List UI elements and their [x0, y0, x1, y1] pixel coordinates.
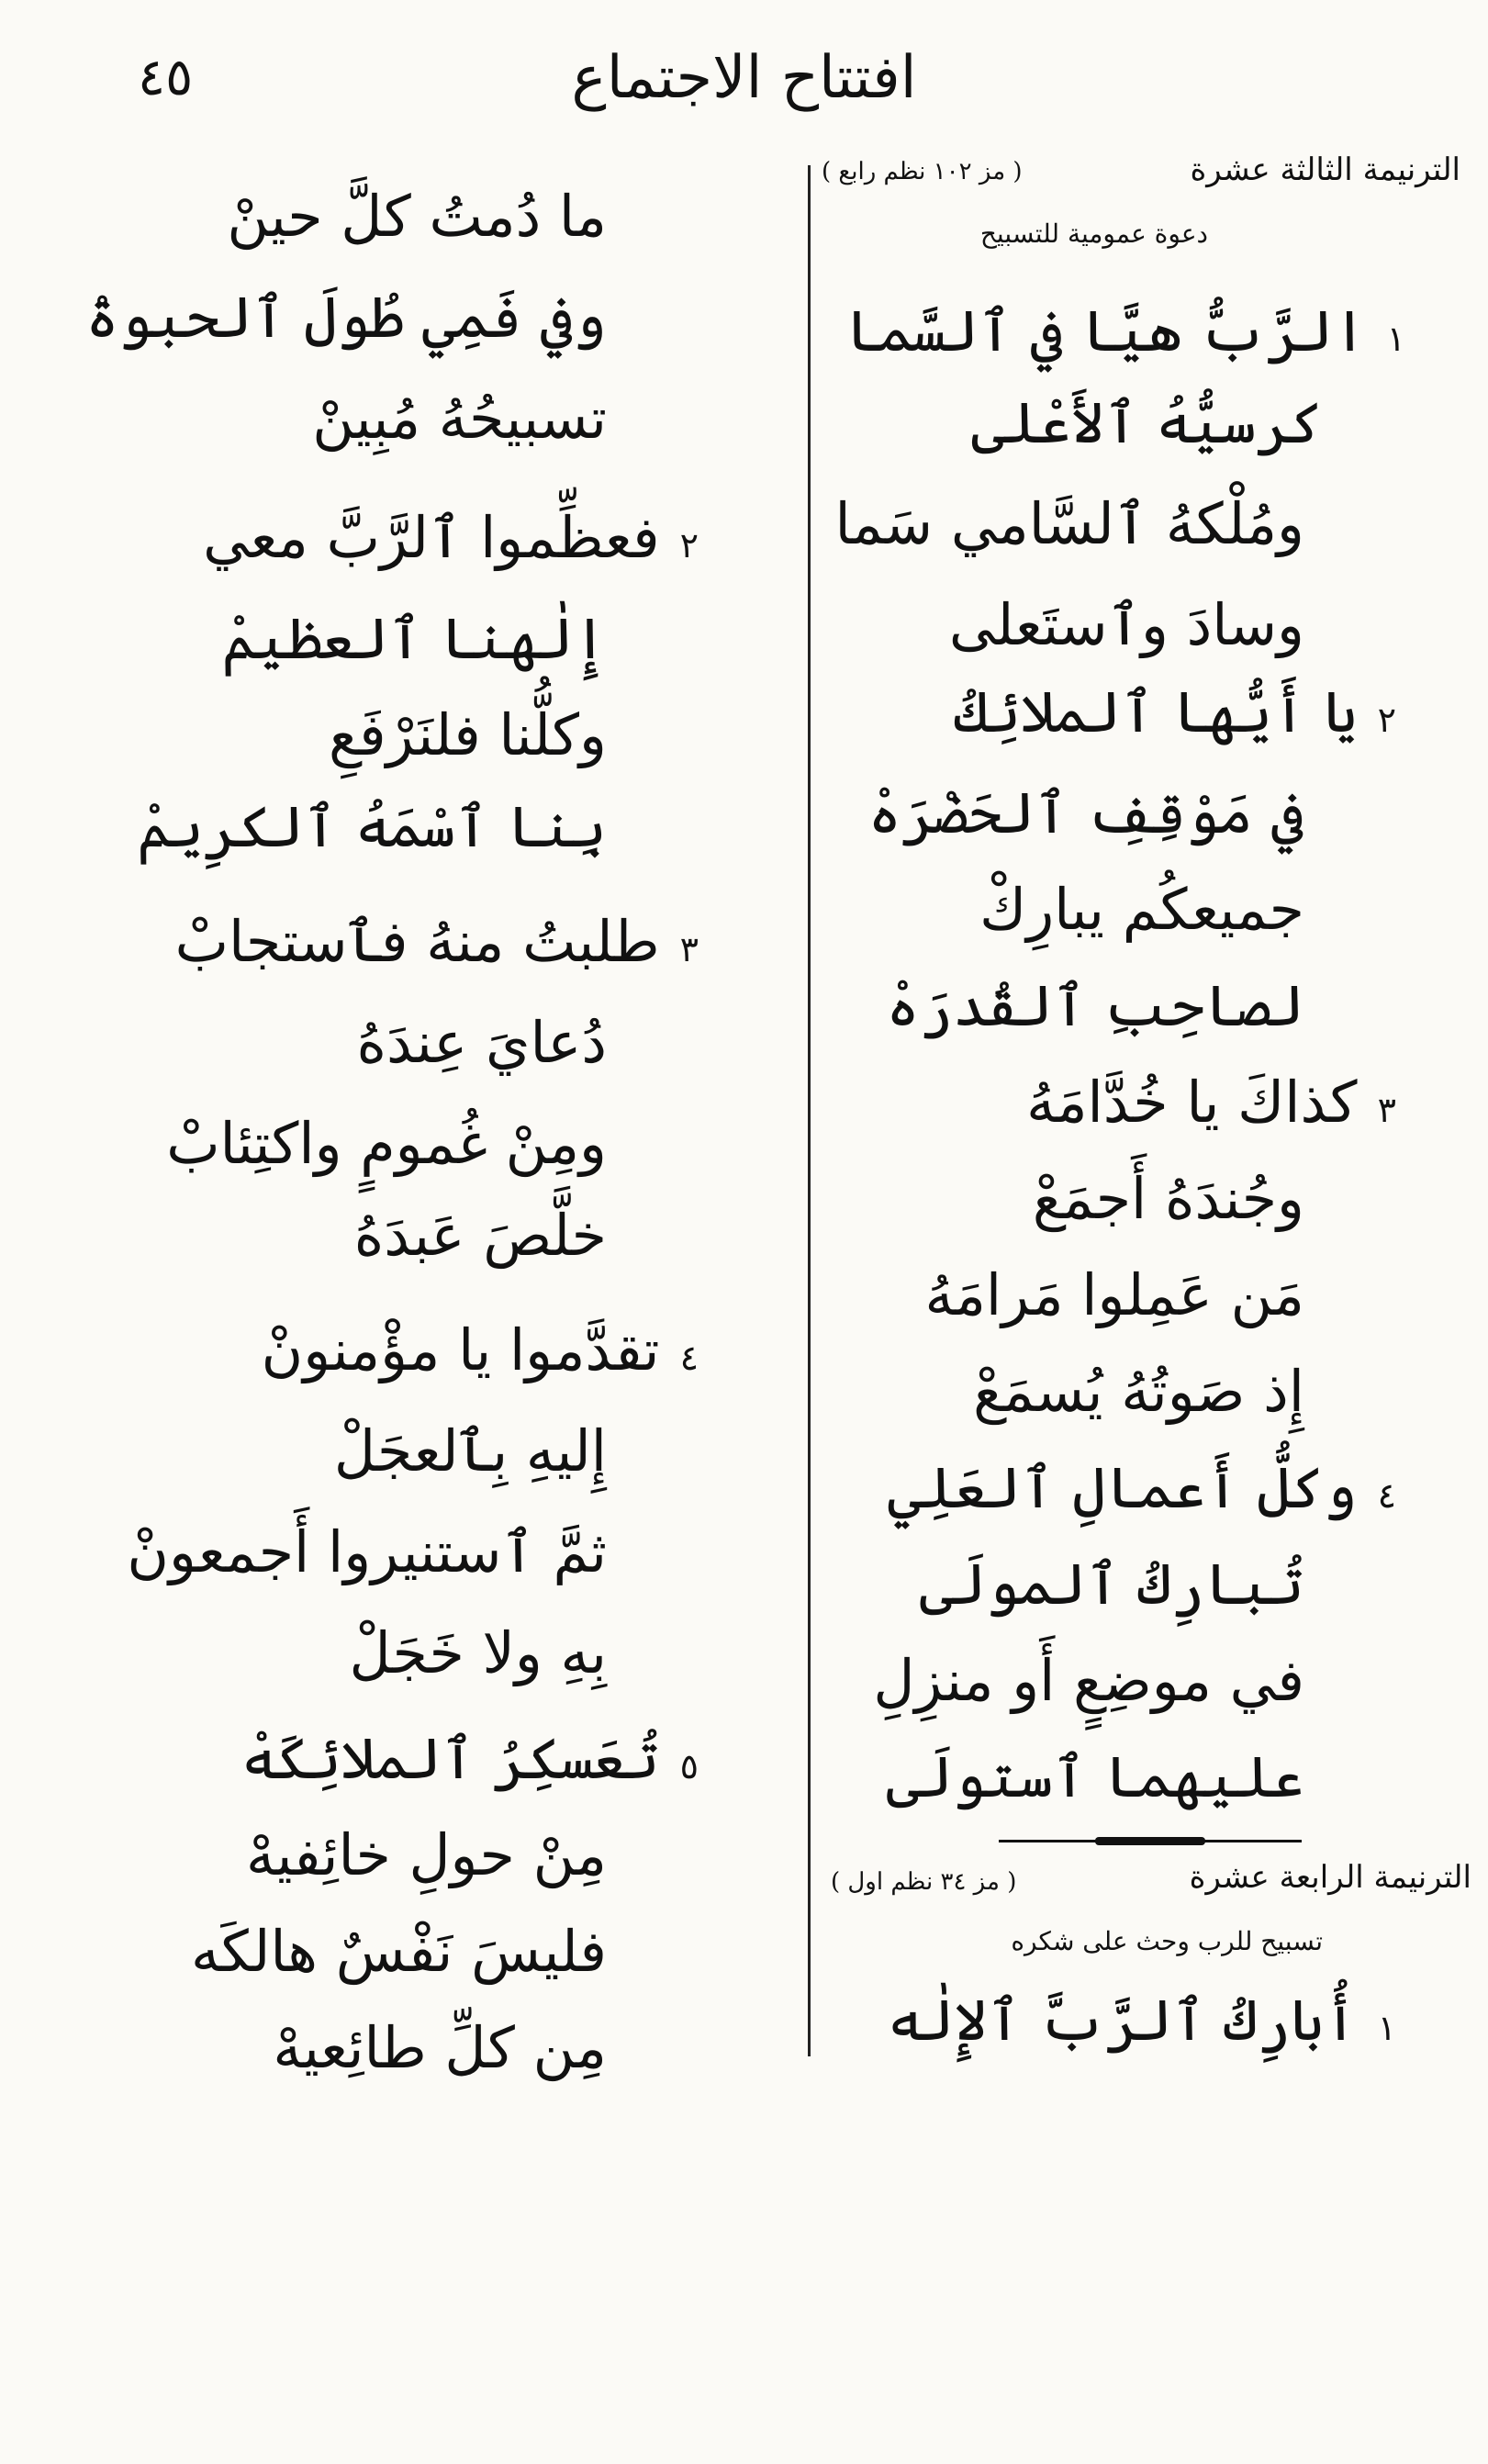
- hymn14-reference: ( مز ٣٤ نظم اول ): [831, 1868, 1017, 1896]
- stanza-number: ١: [1386, 319, 1405, 359]
- verse-text: أُبارِكُ ٱلرَّبَّ ٱلإِلٰه: [887, 1987, 1358, 2054]
- verse-text: يا أَيُّها ٱلملائِكُ: [954, 678, 1358, 745]
- hymn13-header: [1190, 151, 1460, 188]
- verse-line: وسادَ وٱستَعلى: [948, 591, 1304, 658]
- verse-line: إِليهِ بِٱلعجَلْ: [333, 1417, 607, 1484]
- rule-ornament: [1095, 1837, 1205, 1845]
- verse-line: ومِنْ غُمومٍ واكتِئابْ: [166, 1110, 607, 1177]
- verse-text: كذاكَ يا خُدَّامَهُ: [1026, 1069, 1358, 1136]
- verse-text: طلبتُ منهُ فٱستجابْ: [174, 908, 660, 975]
- verse-line: ثمَّ ٱستنيروا أَجمعونْ: [127, 1518, 607, 1585]
- verse-line: في موضِعٍ أَو منزِلِ: [873, 1647, 1304, 1714]
- verse-line: [845, 297, 1405, 364]
- verse-line: ومُلْكهُ ٱلسَّامي سَما: [834, 490, 1304, 557]
- verse-line: كرسيُّهُ ٱلأَعْلى: [971, 389, 1323, 456]
- verse-line: [174, 908, 699, 975]
- verse-line: وكلُّنا فلنَرْفَعِ: [328, 701, 607, 768]
- stanza-number: ٤: [679, 1338, 699, 1378]
- verse-line: تسبيحُهُ مُبِينْ: [312, 385, 607, 452]
- verse-line: إِذ صَوتُهُ يُسمَعْ: [973, 1358, 1304, 1425]
- stanza-number: ١: [1377, 2008, 1396, 2048]
- hymn14-header: [1190, 1859, 1471, 1896]
- hymn14-reference-wrap: [831, 1868, 1016, 1896]
- verse-line: تُبارِكُ ٱلمولَى: [919, 1551, 1304, 1618]
- verse-text: فعظِّموا ٱلرَّبَّ معي: [203, 504, 660, 571]
- verse-text: الرَّبُّ هيَّا في ٱلسَّما: [845, 297, 1367, 364]
- verse-line: لصاحِبِ ٱلقُدرَهْ: [886, 972, 1304, 1039]
- verse-text: تُعَسكِرُ ٱلملائِكَهْ: [241, 1725, 660, 1792]
- verse-line: جميعكُم يبارِكْ: [979, 876, 1304, 943]
- ornament-rule: [999, 1839, 1302, 1844]
- verse-line: ما دُمتُ كلَّ حينْ: [227, 183, 607, 250]
- verse-line: مَن عَمِلوا مَرامَهُ: [924, 1261, 1304, 1328]
- hymn13-reference: ( مز ١٠٢ نظم رابع ): [822, 158, 1023, 185]
- verse-line: [261, 1316, 699, 1383]
- stanza-number: ٣: [1377, 1090, 1396, 1130]
- verse-line: عليهما ٱستولَى: [886, 1743, 1304, 1810]
- hymn14-title: الترنيمة الرابعة عشرة: [1189, 1859, 1471, 1896]
- stanza-number: ٥: [679, 1746, 699, 1786]
- verse-line: في مَوْقِفِ ٱلحَضْرَهْ: [867, 779, 1304, 846]
- stanza-number: ٢: [1377, 700, 1396, 740]
- verse-line: خلَّصَ عَبدَهُ: [353, 1202, 607, 1269]
- verse-line: بِهِ ولا خَجَلْ: [349, 1619, 607, 1686]
- verse-line: مِن كلِّ طائِعيهْ: [273, 2014, 607, 2081]
- verse-line: فليسَ نَفْسٌ هالكَه: [191, 1918, 607, 1985]
- stanza-number: ٤: [1377, 1475, 1396, 1516]
- page-number: ٤٥: [138, 48, 194, 107]
- stanza-number: ٣: [679, 929, 699, 969]
- verse-line: [887, 1454, 1396, 1521]
- verse-line: وفي فَمِي طُولَ ٱلحبوةْ: [85, 284, 607, 351]
- hymn13-subtitle: دعوة عمومية للتسبيح: [979, 218, 1208, 249]
- verse-line: إِلٰهنا ٱلعظيمْ: [221, 605, 607, 672]
- stanza-number: ٢: [679, 525, 699, 566]
- verse-text: وكلُّ أَعمالِ ٱلعَلِي: [887, 1454, 1358, 1521]
- verse-line: [954, 678, 1396, 745]
- column-divider: [808, 165, 811, 2056]
- verse-line: بِنا ٱسْمَهُ ٱلكرِيمْ: [137, 793, 607, 860]
- verse-text: تقدَّموا يا مؤْمنونْ: [261, 1316, 660, 1383]
- hymn13-reference-wrap: [822, 158, 1023, 185]
- verse-line: مِنْ حولِ خائِفيهْ: [245, 1821, 607, 1888]
- verse-line: [203, 504, 699, 571]
- verse-line: [1026, 1069, 1396, 1136]
- verse-line: وجُندَهُ أَجمَعْ: [1032, 1165, 1304, 1232]
- verse-line: [887, 1987, 1396, 2054]
- verse-line: دُعايَ عِندَهُ: [356, 1009, 607, 1076]
- running-title: افتتاح الاجتماع: [571, 44, 917, 112]
- verse-line: [241, 1725, 699, 1792]
- hymn13-title: الترنيمة الثالثة عشرة: [1190, 151, 1460, 188]
- hymn14-subtitle: تسبيح للرب وحث على شكره: [1011, 1926, 1323, 1956]
